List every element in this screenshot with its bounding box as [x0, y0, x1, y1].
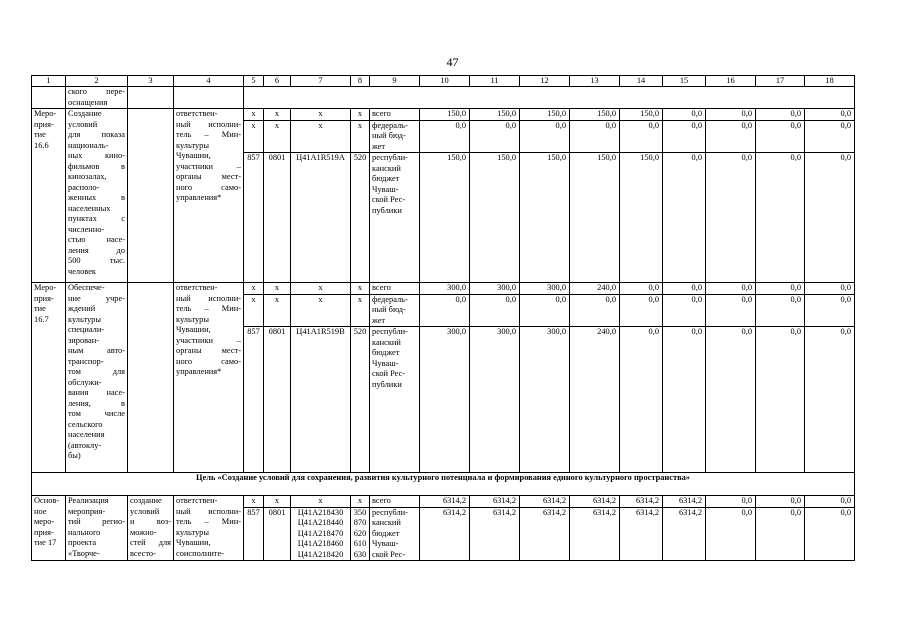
cell-value: 6314,2: [420, 507, 470, 561]
cell-value: 0,0: [706, 153, 756, 283]
cell-value: 0,0: [620, 120, 663, 153]
cell-empty: [174, 87, 244, 109]
cell-value: 0,0: [706, 507, 756, 561]
cell-funding-source: республи- канский бюджет Чуваш- ской Рес- публики: [370, 153, 420, 283]
cell-section: x: [264, 294, 291, 327]
cell-funding-source: федераль- ный бюд- жет: [370, 294, 420, 327]
cell-target-article: Ц41A1R519B: [291, 327, 351, 473]
cell-value: 0,0: [706, 327, 756, 473]
cell-value: 0,0: [570, 294, 620, 327]
cell-value: 0,0: [620, 294, 663, 327]
cell-funding-source: всего: [370, 496, 420, 508]
cell-section: x: [264, 120, 291, 153]
cell-value: 6314,2: [520, 496, 570, 508]
cell-value: 300,0: [520, 283, 570, 295]
cell-value: 0,0: [663, 327, 706, 473]
cell-value: 0,0: [620, 327, 663, 473]
cell-empty: [128, 283, 174, 473]
cell-value: 150,0: [570, 109, 620, 121]
header-cell: 13: [570, 76, 620, 87]
cell-value: 150,0: [620, 109, 663, 121]
cell-value: 0,0: [663, 294, 706, 327]
cell-funding-source: республи- канский бюджет Чуваш- ской Рес- публики: [370, 327, 420, 473]
cell-grbs: 857: [244, 327, 264, 473]
cell-value: 0,0: [756, 153, 805, 283]
cell-target-article: Ц41A218430 Ц41A218440 Ц41A218470 Ц41A218460 Ц41A218420: [291, 507, 351, 561]
cell-value: 0,0: [805, 283, 855, 295]
cell-grbs: x: [244, 283, 264, 295]
cell-responsible: ответствен- ный исполни- тель – Мин- культуры Чувашии, участники – органы мест- ного само- управления*: [174, 109, 244, 283]
cell-value: 0,0: [756, 496, 805, 508]
header-cell: 9: [370, 76, 420, 87]
cell-value: 0,0: [805, 507, 855, 561]
cell-value: 6314,2: [420, 496, 470, 508]
cell-target-article: x: [291, 496, 351, 508]
header-cell: 15: [663, 76, 706, 87]
cell-activity-name: Обеспече- ние учре- ждений культуры специали- зирован- ным авто- транспор- том для обслужи- вания насе- ления, в том числе сельского населения (автоклу- бы): [66, 283, 128, 473]
cell-target-article: x: [291, 120, 351, 153]
cell-responsible: ответствен- ный исполни- тель – Мин- культуры Чувашии, участники – органы мест- ного само- управления*: [174, 283, 244, 473]
cell-value: 0,0: [663, 109, 706, 121]
cell-value: 0,0: [706, 283, 756, 295]
cell-value: 0,0: [805, 153, 855, 283]
cell-section: x: [264, 283, 291, 295]
cell-value: 0,0: [805, 327, 855, 473]
cell-activity-id: Меро- прия- тие 16.7: [32, 283, 66, 473]
cell-expense-type: x: [351, 283, 370, 295]
header-cell: 3: [128, 76, 174, 87]
cell-value: 0,0: [756, 109, 805, 121]
cell-goal-link: создание условий и воз- можно- стей для всесто-: [128, 496, 174, 561]
goal-heading: Цель «Создание условий для сохранения, развития культурного потенциала и формирования единого культурного пространства»: [32, 473, 855, 496]
cell-grbs: 857: [244, 153, 264, 283]
cell-expense-type: x: [351, 109, 370, 121]
cell-value: 0,0: [520, 120, 570, 153]
cell-value: 150,0: [420, 109, 470, 121]
cell-expense-type: 520: [351, 153, 370, 283]
cell-activity-name: Создание условий для показа националь- ных кино- фильмов в кинозалах, располо- женных в населенных пунктах с численно- стью насе- ления до 500 тыс. человек: [66, 109, 128, 283]
cell-value: 0,0: [805, 120, 855, 153]
cell-activity-id: Меро- прия- тие 16.6: [32, 109, 66, 283]
cell-value: 6314,2: [620, 496, 663, 508]
cell-value: 6314,2: [520, 507, 570, 561]
header-cell: 5: [244, 76, 264, 87]
cell-value: 0,0: [756, 327, 805, 473]
cell-expense-type: x: [351, 496, 370, 508]
cell-value: 0,0: [663, 153, 706, 283]
cell-value: 6314,2: [470, 507, 520, 561]
cell-target-article: x: [291, 283, 351, 295]
header-cell: 8: [351, 76, 370, 87]
header-cell: 10: [420, 76, 470, 87]
cell-value: 150,0: [470, 109, 520, 121]
cell-section: x: [264, 109, 291, 121]
cell-value: 0,0: [420, 120, 470, 153]
cell-empty: [244, 87, 855, 109]
cell-value: 0,0: [706, 120, 756, 153]
cell-section: 0801: [264, 507, 291, 561]
cell-activity-name: Реализация мероприя- тий регио- нального проекта «Творче-: [66, 496, 128, 561]
cell-section: x: [264, 496, 291, 508]
cell-section: 0801: [264, 327, 291, 473]
cell-value: 0,0: [663, 283, 706, 295]
cell-value: 150,0: [520, 109, 570, 121]
cell-grbs: x: [244, 294, 264, 327]
cell-value: 300,0: [470, 283, 520, 295]
header-cell: 11: [470, 76, 520, 87]
cell-value: 0,0: [620, 283, 663, 295]
cell-section: 0801: [264, 153, 291, 283]
cell-value: 0,0: [663, 120, 706, 153]
cell-value: 150,0: [420, 153, 470, 283]
header-cell: 7: [291, 76, 351, 87]
cell-value: 0,0: [805, 109, 855, 121]
cell-empty: [32, 87, 66, 109]
cell-empty: [128, 87, 174, 109]
cell-funding-source: республи- канский бюджет Чуваш- ской Рес-: [370, 507, 420, 561]
cell-value: 0,0: [756, 507, 805, 561]
table-row: [32, 496, 855, 508]
cell-target-article: Ц41A1R519A: [291, 153, 351, 283]
cell-value: 150,0: [470, 153, 520, 283]
cell-value: 150,0: [620, 153, 663, 283]
cell-value: 300,0: [420, 283, 470, 295]
cell-expense-type: 350 870 620 610 630: [351, 507, 370, 561]
cell-value: 0,0: [756, 283, 805, 295]
cell-value: 0,0: [756, 120, 805, 153]
cell-value: 0,0: [706, 294, 756, 327]
header-cell: 17: [756, 76, 805, 87]
cell-value: 0,0: [470, 120, 520, 153]
cell-empty: [128, 109, 174, 283]
cell-expense-type: x: [351, 294, 370, 327]
cell-activity-name: ского пере- оснащения: [66, 87, 128, 109]
header-cell: 6: [264, 76, 291, 87]
cell-value: 0,0: [706, 496, 756, 508]
header-cell: 4: [174, 76, 244, 87]
cell-funding-source: всего: [370, 283, 420, 295]
table-row: [32, 109, 855, 121]
cell-value: 6314,2: [570, 507, 620, 561]
cell-value: 6314,2: [663, 507, 706, 561]
cell-funding-source: всего: [370, 109, 420, 121]
cell-expense-type: x: [351, 120, 370, 153]
cell-value: 300,0: [470, 327, 520, 473]
cell-value: 300,0: [420, 327, 470, 473]
header-cell: 16: [706, 76, 756, 87]
cell-responsible: ответствен- ный исполни- тель – Мин- культуры Чувашии, соисполните-: [174, 496, 244, 561]
goal-row: [32, 473, 855, 496]
header-cell: 18: [805, 76, 855, 87]
cell-value: 150,0: [520, 153, 570, 283]
cell-value: 0,0: [420, 294, 470, 327]
continuation-row: [32, 87, 855, 109]
cell-funding-source: федераль- ный бюд- жет: [370, 120, 420, 153]
cell-value: 6314,2: [470, 496, 520, 508]
cell-value: 0,0: [805, 294, 855, 327]
cell-grbs: 857: [244, 507, 264, 561]
table-row: [32, 283, 855, 295]
cell-value: 240,0: [570, 283, 620, 295]
cell-grbs: x: [244, 496, 264, 508]
cell-value: 0,0: [470, 294, 520, 327]
cell-value: 0,0: [520, 294, 570, 327]
cell-target-article: x: [291, 109, 351, 121]
cell-value: 150,0: [570, 153, 620, 283]
page-number: 47: [446, 55, 459, 69]
cell-value: 6314,2: [620, 507, 663, 561]
budget-table: [31, 75, 855, 561]
cell-activity-id: Основ- ное меро- прия- тие 17: [32, 496, 66, 561]
cell-value: 0,0: [805, 496, 855, 508]
cell-target-article: x: [291, 294, 351, 327]
cell-grbs: x: [244, 109, 264, 121]
cell-value: 240,0: [570, 327, 620, 473]
header-cell: 1: [32, 76, 66, 87]
header-cell: 2: [66, 76, 128, 87]
header-cell: 12: [520, 76, 570, 87]
cell-value: 0,0: [570, 120, 620, 153]
cell-value: 300,0: [520, 327, 570, 473]
header-row: [32, 76, 855, 87]
cell-value: 6314,2: [663, 496, 706, 508]
header-cell: 14: [620, 76, 663, 87]
cell-expense-type: 520: [351, 327, 370, 473]
cell-value: 6314,2: [570, 496, 620, 508]
cell-value: 0,0: [756, 294, 805, 327]
cell-value: 0,0: [706, 109, 756, 121]
cell-grbs: x: [244, 120, 264, 153]
